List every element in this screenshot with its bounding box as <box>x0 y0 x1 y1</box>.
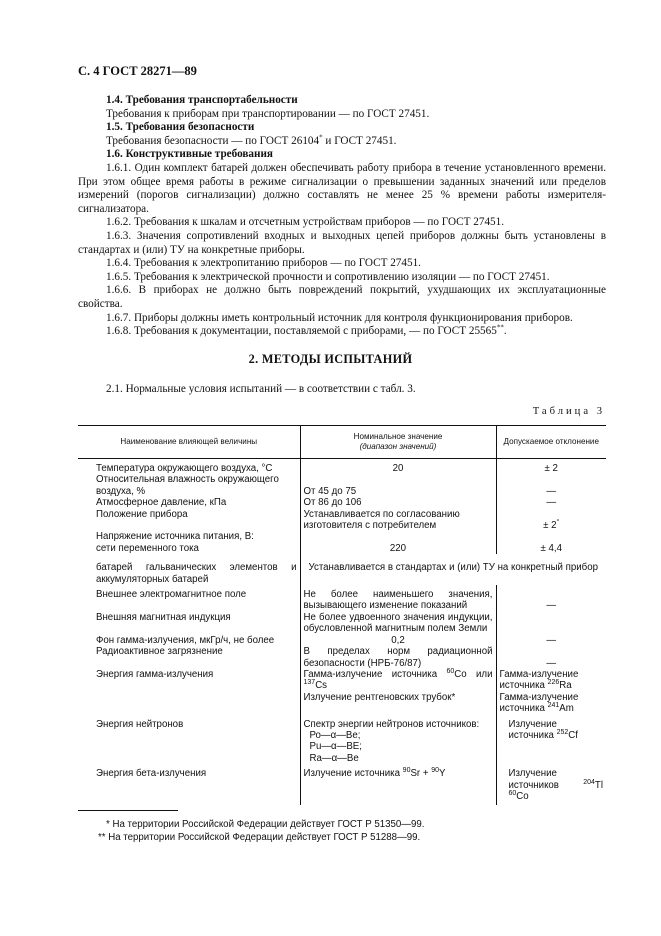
text-part: . <box>503 325 507 338</box>
cell-value <box>300 531 496 542</box>
text-part: Cs <box>315 680 328 692</box>
normal-conditions-table <box>78 425 606 805</box>
neutron-sources-heading: Спектр энергии нейтронов источников: <box>303 718 480 730</box>
isotope-mass: 90 <box>431 766 439 774</box>
cell-name: Атмосферное давление, кПа <box>96 497 227 509</box>
header-nominal-line1: Номинальное значение <box>353 432 443 441</box>
cell-value <box>300 669 496 715</box>
cell-deviation <box>496 531 606 542</box>
text-part: Излучение источника <box>508 718 557 741</box>
footnote-mark: ** <box>496 323 504 332</box>
cell-deviation <box>496 669 606 715</box>
cell-deviation: — <box>496 497 606 508</box>
paragraph-1-6-6: 1.6.6. В приборах не должно быть повреждений покрытий, ухудшающих их эксплуатационные свойства. <box>78 284 606 310</box>
table-row <box>78 509 606 532</box>
footnotes <box>98 818 424 844</box>
table-row <box>78 635 606 646</box>
section-heading-1-5: 1.5. Требования безопасности <box>106 121 255 134</box>
cell-value-merged: Устанавливается в стандартах и (или) ТУ на конкретный прибор <box>300 554 606 585</box>
cell-value: От 86 до 106 <box>300 497 496 508</box>
text-part: Излучение источников <box>508 768 584 791</box>
cell-deviation <box>496 764 606 805</box>
cell-deviation <box>496 715 606 765</box>
cell-value: 220 <box>300 543 496 554</box>
cell-deviation: — <box>496 474 606 497</box>
cell-deviation: ± 4,4 <box>496 543 606 554</box>
isotope-mass: 226 <box>547 679 560 687</box>
text-part: и ГОСТ 27451. <box>322 134 397 147</box>
table-row <box>78 764 606 805</box>
paragraph-2-1: 2.1. Нормальные условия испытаний — в соответствии с табл. 3. <box>106 383 416 395</box>
text-part: Гамма-излучение источника <box>499 691 579 715</box>
table-header-row <box>78 426 606 459</box>
cell-name: Температура окружающего воздуха, °С <box>96 463 273 474</box>
table-caption: Таблица 3 <box>532 406 605 417</box>
cell-deviation: — <box>496 635 606 646</box>
cell-name: Напряжение источника питания, В: <box>96 531 254 543</box>
isotope-mass: 60 <box>508 789 517 797</box>
isotope-mass: 241 <box>547 701 560 709</box>
footnote-mark: * <box>319 133 323 142</box>
isotope-mass: 252 <box>556 728 569 736</box>
cell-value: Устанавливается по согласованию изготовителя с потребителем <box>300 509 496 532</box>
cell-name: сети переменного тока <box>96 542 199 554</box>
text-part: Гамма-излучение источника <box>303 668 447 680</box>
isotope-mass: 60 <box>446 667 455 675</box>
paragraph-1-6-1: 1.6.1. Один комплект батарей должен обеспечивать работу прибора в течение установленного времени. При этом общее время работы в режиме сигнализации о превышении заданных значений или пределов измерений (порогов сигнализации) должно составлять не менее 25 % времени работы измерителя-сигнализатора. <box>78 161 606 215</box>
cell-name: Внешнее электромагнитное поле <box>96 589 247 601</box>
text-part: Ra <box>559 680 572 692</box>
text-part: Co <box>516 790 529 802</box>
header-nominal <box>300 426 496 459</box>
cell-name: Энергия гамма-излучения <box>96 668 214 680</box>
requirements-text <box>78 94 606 339</box>
text-part: Sr + <box>410 768 432 780</box>
section-heading-1-4: 1.4. Требования транспортабельности <box>106 94 298 106</box>
paragraph-1-4: Требования к приборам при транспортировании — по ГОСТ 27451. <box>106 107 430 120</box>
paragraph-1-5 <box>78 135 606 149</box>
header-nominal-line2: (диапазон значений) <box>359 442 437 451</box>
xray-source-line: Излучение рентгеновских трубок* <box>303 691 456 703</box>
cell-deviation <box>496 612 606 635</box>
header-quantity: Наименование влияющей величины <box>78 426 300 459</box>
text-part: Cf <box>568 729 578 741</box>
table-row <box>78 497 606 508</box>
cell-name: Относительная влажность окружающего воздуха, % <box>96 474 279 497</box>
cell-name: Энергия нейтронов <box>96 718 184 730</box>
isotope-mass: 90 <box>402 766 411 774</box>
cell-value: В пределах норм радиационной безопасности (НРБ-76/87) <box>300 646 496 669</box>
table-row <box>78 612 606 635</box>
section-title: 2. МЕТОДЫ ИСПЫТАНИЙ <box>248 352 413 366</box>
cell-value: Не более удвоенного значения индукции, обусловленной магнитным полем Земли <box>300 612 496 635</box>
table-row <box>78 543 606 554</box>
cell-name: Энергия бета-излучения <box>96 768 207 780</box>
text-part: Со или <box>454 668 493 680</box>
page-header: С. 4 ГОСТ 28271—89 <box>78 64 197 78</box>
text-part: Am <box>559 703 574 715</box>
cell-value: Не более наименьшего значения, вызывающего изменение показаний <box>300 585 496 612</box>
table-row <box>78 531 606 542</box>
text-part: Tl <box>594 779 603 791</box>
paragraph-1-6-4: 1.6.4. Требования к электропитанию приборов — по ГОСТ 27451. <box>106 257 421 270</box>
cell-name: Внешняя магнитная индукция <box>96 611 231 623</box>
table-row <box>78 585 606 612</box>
cell-value <box>300 764 496 805</box>
cell-name: батарей гальванических элементов и аккумуляторных батарей <box>96 562 297 585</box>
table-row <box>78 459 606 475</box>
cell-name: Фон гамма-излучения, мкГр/ч, не более <box>96 634 275 646</box>
text-part: Требования безопасности — по ГОСТ 26104 <box>106 134 320 147</box>
table-row <box>78 474 606 497</box>
text-part: 1.6.8. Требования к документации, поставляемой с приборами, — по ГОСТ 25565 <box>106 325 497 338</box>
paragraph-1-6-7: 1.6.7. Приборы должны иметь контрольный источник для контроля функционирования приборов. <box>106 311 573 324</box>
table-row <box>78 715 606 765</box>
paragraph-1-6-3: 1.6.3. Значения сопротивлений входных и выходных цепей приборов должны быть установлены в стандартах и (или) ТУ на конкретные приборы. <box>78 229 606 256</box>
footnote-1: * На территории Российской Федерации действует ГОСТ Р 51350—99. <box>106 819 425 830</box>
table-row <box>78 554 606 585</box>
cell-value <box>300 715 496 765</box>
isotope-mass: 204 <box>583 778 595 786</box>
isotope-mass: 137 <box>303 679 316 687</box>
cell-value: От 45 до 75 <box>300 474 496 497</box>
cell-name: Положение прибора <box>96 508 188 520</box>
cell-deviation <box>496 509 606 532</box>
neutron-source: Ra—α—Be <box>309 752 359 764</box>
gamma-deviation-line <box>500 692 604 715</box>
paragraph-1-6-8 <box>78 325 606 339</box>
cell-deviation: ± 2 <box>496 459 606 475</box>
paragraph-1-6-2: 1.6.2. Требования к шкалам и отсчетным устройствам приборов — по ГОСТ 27451. <box>106 216 505 229</box>
cell-name: Радиоактивное загрязнение <box>96 646 223 658</box>
gamma-source-line <box>304 669 493 692</box>
gamma-deviation-line <box>500 669 604 692</box>
neutron-source: Ро—α—Ве; <box>309 729 361 741</box>
cell-value: 20 <box>300 459 496 475</box>
text-part: Излучение источника <box>303 768 403 780</box>
section-heading-1-6: 1.6. Конструктивные требования <box>106 148 273 161</box>
text-part: Y <box>439 768 446 780</box>
footnote-divider <box>78 810 178 811</box>
degree-mark: ° <box>556 518 560 526</box>
text-part: Гамма-излучение источника <box>499 668 579 692</box>
paragraph-1-6-5: 1.6.5. Требования к электрической прочности и сопротивлению изоляции — по ГОСТ 27451. <box>106 270 550 283</box>
table-row <box>78 669 606 715</box>
cell-value: 0,2 <box>300 635 496 646</box>
footnote-2: ** На территории Российской Федерации действует ГОСТ Р 51288—99. <box>98 832 421 843</box>
cell-deviation: — <box>496 646 606 669</box>
header-deviation: Допускаемое отклонение <box>496 426 606 459</box>
cell-deviation: — <box>496 585 606 612</box>
neutron-source: Pu—α—BE; <box>309 741 362 753</box>
table-row <box>78 646 606 669</box>
deviation-text: ± 2 <box>543 520 557 532</box>
